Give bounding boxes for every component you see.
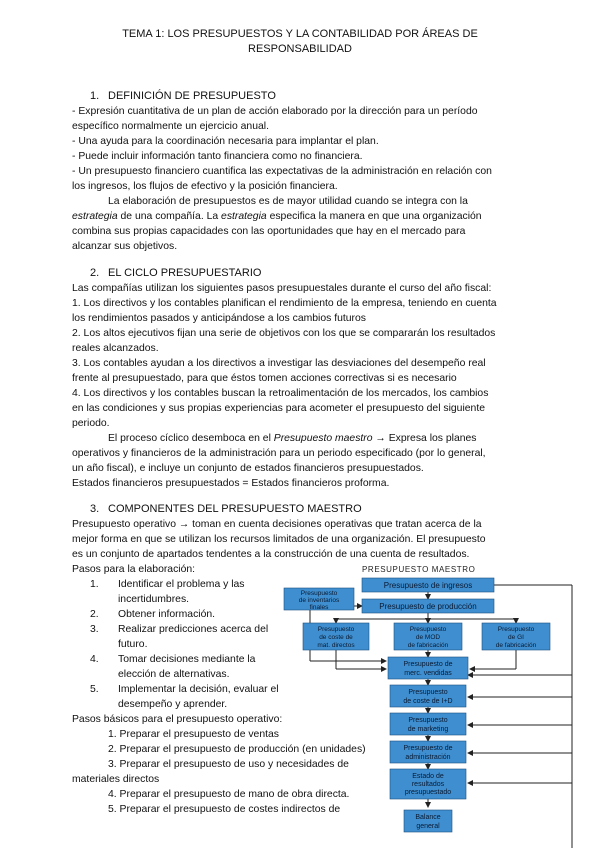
s1-line: los ingresos, los flujos de efectivo y la posición financiera. [72,181,338,192]
svg-text:de inventarios: de inventarios [298,597,340,604]
elaboration-steps [72,577,282,712]
basic-step: 3. Preparar el presupuesto de uso y necesidades de [108,759,349,770]
svg-text:Presupuesto: Presupuesto [408,689,448,696]
basic-step: 2. Preparar el presupuesto de producción (en unidades) [108,744,366,755]
svg-text:de GI: de GI [508,634,524,641]
s2-line: periodo. [72,418,110,429]
svg-text:resultados: resultados [411,781,445,788]
section-3-heading: 3. COMPONENTES DEL PRESUPUESTO MAESTRO [90,503,362,515]
svg-text:Presupuesto de ingresos: Presupuesto de ingresos [383,581,473,590]
s2-para-line: Estados financieros presupuestados = Estados financieros proforma. [72,478,390,489]
s1-para-line: combina sus propias capacidades con las oportunidades que hay en el mercado para [72,226,466,237]
svg-text:finales: finales [309,604,329,611]
s1-line: - Expresión cuantitativa de un plan de acción elaborado por la dirección para un período [72,106,478,117]
svg-text:Estado de: Estado de [412,773,444,780]
step-item: 3. Realizar predicciones acerca del futuro. [90,624,269,650]
box-balance-general [404,810,452,832]
s2-line: los rendimientos pasados y anticipándose a los cambios futuros [72,313,366,324]
section-1-heading: 1. DEFINICIÓN DE PRESUPUESTO [90,90,276,102]
svg-text:Presupuesto: Presupuesto [300,590,338,597]
s1-para-line: alcanzar sus objetivos. [72,241,178,252]
basic-step: 4. Preparar el presupuesto de mano de obra directa. [108,789,350,800]
box-gi-fabricacion [482,623,550,650]
s2-line: reales alcanzados. [72,343,159,354]
box-mat-directos [303,623,369,650]
master-budget-diagram [276,561,600,848]
s1-line: específico normalmente un ejercicio anual. [72,121,269,132]
svg-text:de marketing: de marketing [407,726,449,733]
section-1 [72,89,524,104]
s2-line: en las condiciones y sus propias experiencias para acometer el presupuesto del siguiente [72,403,485,414]
svg-text:Presupuesto de: Presupuesto de [403,745,453,752]
s2-line: 2. Los altos ejecutivos fijan una serie de objetivos con los que se compararán los resultados [72,328,496,339]
svg-text:Presupuesto de producción: Presupuesto de producción [379,602,477,611]
s3-line: mejor forma en que se utilizan los recursos limitados de una organización. El presupuesto [72,534,486,545]
basic-step: 1. Preparar el presupuesto de ventas [108,729,279,740]
svg-text:administración: administración [405,754,451,761]
svg-text:Presupuesto: Presupuesto [408,717,448,724]
document-title [60,27,540,57]
basic-step: 5. Preparar el presupuesto de costes indirectos de [108,804,341,815]
box-presupuesto-produccion [362,599,494,613]
s2-line: Las compañías utilizan los siguientes pasos presupuestales durante el curso del año fiscal: [72,283,492,294]
s1-para-line: estrategia de una compañía. La estrategia especifica la manera en que una organización [72,211,482,222]
box-presupuesto-ingresos [362,578,494,592]
s2-line: 4. Los directivos y los contables buscan la retroalimentación de los mercados, los cambios [72,388,489,399]
box-mod-fabricacion [394,623,462,650]
s1-line: - Un presupuesto financiero cuantifica las expectativas de la administración en relación con [72,166,492,177]
basic-steps-heading: Pasos básicos para el presupuesto operativo: [72,714,283,725]
svg-text:de fabricación: de fabricación [495,642,537,649]
svg-text:de coste de I+D: de coste de I+D [403,698,453,705]
s3-line: Pasos para la elaboración: [72,564,196,575]
svg-text:de MOD: de MOD [415,634,441,641]
s2-para-line: El proceso cíclico desemboca en el Presupuesto maestro → Expresa los planes [108,433,477,444]
s3-line: es un conjunto de apartados tendentes a la construcción de una cuenta de resultados. [72,549,470,560]
svg-text:de fabricación: de fabricación [407,642,449,649]
box-coste-id [390,685,466,707]
svg-text:Presupuesto de: Presupuesto de [403,661,453,668]
box-merc-vendidas [388,657,468,679]
title-line-2: RESPONSABILIDAD [248,43,352,55]
s2-para-line: operativos y financieros de la administración para un periodo especificado (por lo general, [72,448,486,459]
section-1-body [72,104,524,254]
section-2 [72,266,524,491]
svg-text:de coste de: de coste de [319,634,353,641]
svg-text:presupuestado: presupuestado [404,789,452,796]
box-marketing [390,713,466,735]
s2-para-line: un año fiscal), e incluye un conjunto de estados financieros presupuestados. [72,463,424,474]
basic-step-cont: materiales directos [72,774,160,785]
step-item: 4. Tomar decisiones mediante la elección de alternativas. [90,654,256,680]
svg-text:Presupuesto: Presupuesto [497,626,535,633]
diagram-title: PRESUPUESTO MAESTRO [362,565,476,574]
s2-line: 3. Los contables ayudan a los directivos a investigar las desviaciones del desempeño real [72,358,486,369]
svg-text:merc. vendidas: merc. vendidas [404,670,452,677]
svg-text:Balance: Balance [415,814,441,821]
svg-text:Presupuesto: Presupuesto [317,626,355,633]
step-item: 1. Identificar el problema y las incertidumbres. [90,579,245,605]
svg-text:general: general [416,823,440,830]
diagram-svg [276,561,600,848]
s1-para-line: La elaboración de presupuestos es de mayor utilidad cuando se integra con la [108,196,468,207]
step-item: 5. Implementar la decisión, evaluar el desempeño y aprender. [90,684,279,710]
step-item: 2. Obtener información. [90,609,216,620]
s2-line: frente al presupuestado, para que éstos tomen acciones correctivas si es necesario [72,373,457,384]
box-administracion [390,741,466,763]
box-inventarios-finales [284,588,354,611]
s2-line: 1. Los directivos y los contables planifican el rendimiento de la empresa, teniendo en cuenta [72,298,497,309]
svg-text:mat. directos: mat. directos [317,642,355,649]
s3-line: Presupuesto operativo → toman en cuenta decisiones operativas que tratan acerca de la [72,519,482,530]
s1-line: - Una ayuda para la coordinación necesaria para implantar el plan. [72,136,379,147]
section-2-heading: 2. EL CICLO PRESUPUESTARIO [90,267,262,279]
box-estado-resultados [390,769,466,799]
s1-line: - Puede incluir información tanto financiera como no financiera. [72,151,363,162]
title-line-1: TEMA 1: LOS PRESUPUESTOS Y LA CONTABILIDAD POR ÁREAS DE [122,28,478,40]
svg-text:Presupuesto: Presupuesto [409,626,447,633]
